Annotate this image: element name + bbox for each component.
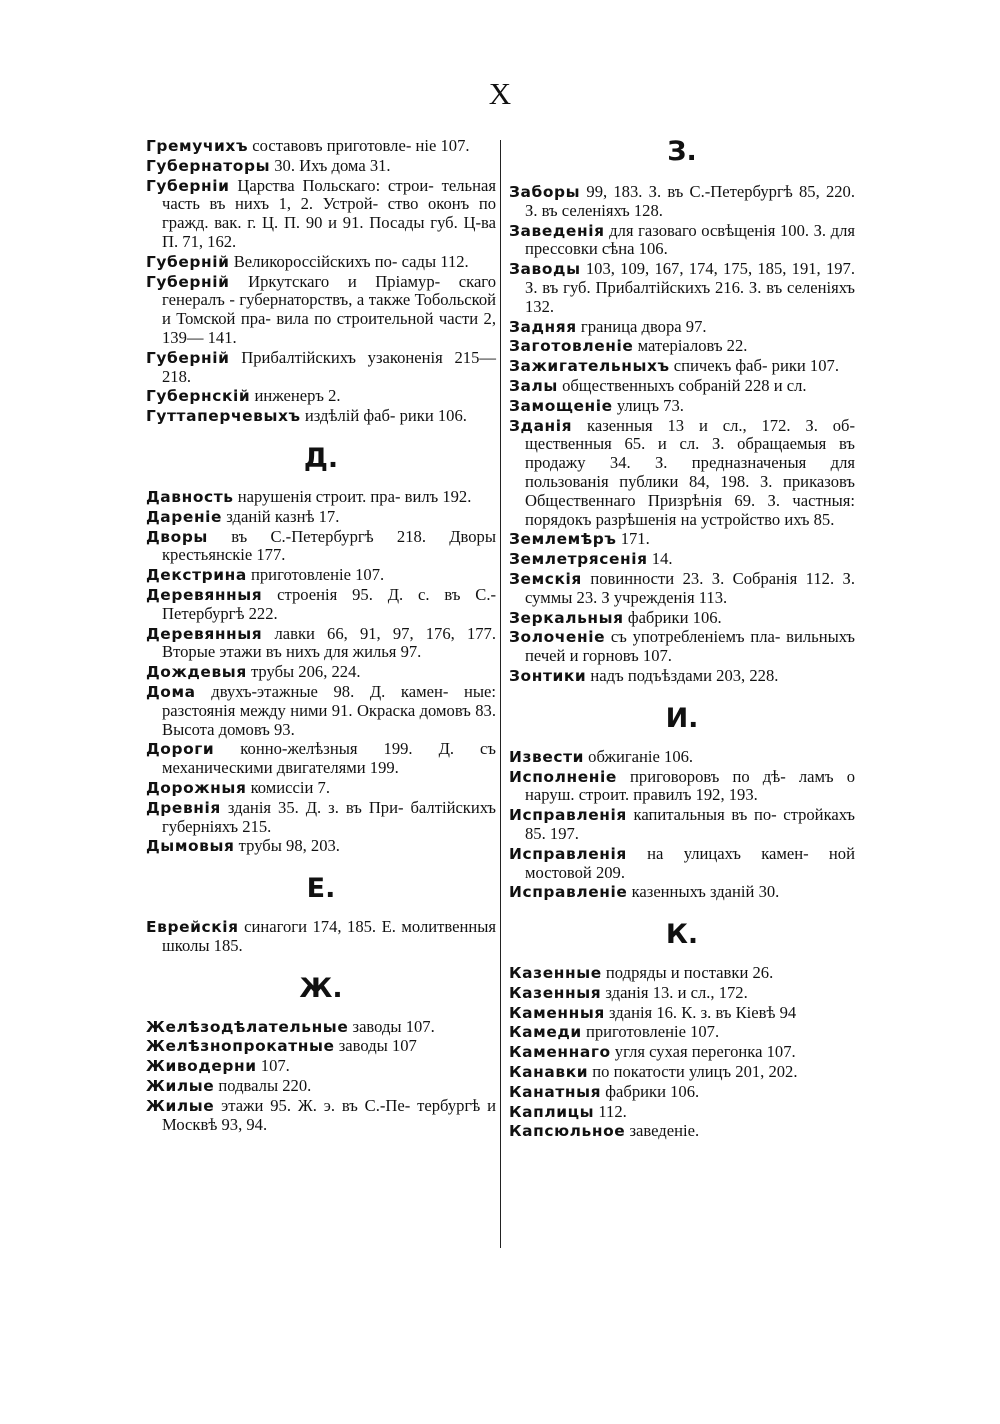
index-entry xyxy=(509,748,855,767)
section-letter: З. xyxy=(667,136,697,167)
index-entry xyxy=(509,1023,855,1042)
entry-references: Царства Польскаго: строи- тельная часть въ нихъ 1, 2. Устрой- ство оконъ по гражд. вак. г. Ц. П. 90 и 91. Посады губ. Ц-ва П. 71, 162. xyxy=(162,175,496,251)
index-entry xyxy=(509,628,855,666)
entry-headword: Канавки xyxy=(509,1063,589,1082)
index-entry xyxy=(146,683,496,739)
index-entry xyxy=(509,1083,855,1102)
index-section xyxy=(146,137,496,426)
index-entry xyxy=(146,407,496,426)
entry-references: общественныхъ собраній 228 и сл. xyxy=(557,375,807,395)
entry-headword: Камеди xyxy=(509,1023,582,1042)
index-entry xyxy=(146,663,496,682)
index-entry xyxy=(509,768,855,806)
index-entry xyxy=(509,550,855,569)
index-entry xyxy=(146,586,496,624)
index-entry xyxy=(509,609,855,628)
entry-references: зданія 13. и сл., 172. xyxy=(601,982,748,1002)
entry-headword: Заборы xyxy=(509,183,581,201)
index-entry xyxy=(146,508,496,527)
entry-headword: Капсюльное xyxy=(509,1122,626,1141)
entry-headword: Золоченіе xyxy=(509,628,606,647)
entry-headword: Дома xyxy=(146,682,196,701)
entry-references: зданій казнѣ 17. xyxy=(222,506,340,526)
entry-references: инженеръ 2. xyxy=(250,386,341,406)
entry-headword: Земскія xyxy=(509,569,582,588)
entry-references: казенныхъ зданій 30. xyxy=(627,882,780,902)
entry-headword: Губерній xyxy=(146,348,230,367)
index-entry xyxy=(509,845,855,883)
entry-headword: Губернаторы xyxy=(146,156,271,175)
entry-references: матеріаловъ 22. xyxy=(633,336,748,356)
entry-references: улицъ 73. xyxy=(612,395,684,415)
section-letter: Е. xyxy=(306,873,336,905)
entry-headword: Декстрина xyxy=(146,566,247,585)
index-entry xyxy=(146,488,496,507)
entry-headword: Желѣзодѣлательные xyxy=(146,1017,349,1036)
index-entry xyxy=(146,387,496,406)
entry-references: спичекъ фаб- рики 107. xyxy=(669,356,839,376)
index-entry xyxy=(509,984,855,1003)
entry-references: заведеніе. xyxy=(625,1121,700,1141)
entry-headword: Каменныя xyxy=(509,1003,605,1022)
entry-headword: Жилые xyxy=(146,1077,215,1096)
entry-headword: Извести xyxy=(509,747,585,766)
entry-headword: Гремучихъ xyxy=(146,137,249,155)
entry-headword: Зеркальныя xyxy=(509,608,624,627)
entry-references: граница двора 97. xyxy=(576,316,707,336)
entry-headword: Зданія xyxy=(509,416,573,435)
index-entry xyxy=(146,625,496,663)
entry-references: комиссіи 7. xyxy=(246,777,330,797)
entry-references: фабрики 106. xyxy=(623,607,722,627)
index-entry xyxy=(509,806,855,844)
entry-headword: Дворы xyxy=(146,527,208,546)
right-column xyxy=(509,137,855,1142)
index-entry xyxy=(146,349,496,387)
entry-headword: Еврейскія xyxy=(146,918,239,937)
entry-headword: Землемѣръ xyxy=(509,530,617,549)
section-letter: И. xyxy=(665,702,699,734)
index-entry xyxy=(146,1077,496,1096)
index-entry xyxy=(509,183,855,221)
index-entry xyxy=(146,177,496,252)
entry-headword: Землетрясенія xyxy=(509,550,648,569)
entry-references: съ употребленіемъ пла- вильныхъ печей и горновъ 107. xyxy=(525,627,855,666)
entry-headword: Губернскій xyxy=(146,387,251,406)
index-entry xyxy=(509,1103,855,1122)
index-entry xyxy=(509,397,855,416)
entry-references: 112. xyxy=(594,1101,627,1121)
entry-references: обжиганіе 106. xyxy=(584,746,694,766)
entry-headword: Залы xyxy=(509,376,558,395)
index-entry xyxy=(146,137,496,156)
index-entry xyxy=(509,417,855,530)
entry-headword: Жилые xyxy=(146,1096,215,1115)
index-entry xyxy=(146,1037,496,1056)
index-entry xyxy=(146,799,496,837)
column-divider xyxy=(500,140,501,1248)
entry-references: составовъ приготовле- ніе 107. xyxy=(248,136,470,155)
entry-references: заводы 107 xyxy=(334,1036,417,1056)
entry-references: зданія 16. К. з. въ Кіевѣ 94 xyxy=(604,1002,797,1022)
entry-headword: Дороги xyxy=(146,740,215,759)
section-letter: Ж. xyxy=(299,972,343,1004)
index-entry xyxy=(509,337,855,356)
entry-headword: Зажигательныхъ xyxy=(509,357,670,376)
entry-references: по покатости улицъ 201, 202. xyxy=(588,1062,798,1082)
entry-headword: Казенные xyxy=(509,964,602,983)
index-entry xyxy=(509,1004,855,1023)
index-section xyxy=(146,972,496,1135)
index-entry xyxy=(509,318,855,337)
index-entry xyxy=(146,1018,496,1037)
entry-headword: Зонтики xyxy=(509,666,587,685)
entry-headword: Заготовленіе xyxy=(509,337,634,356)
entry-headword: Казенныя xyxy=(509,983,602,1002)
index-entry xyxy=(146,837,496,856)
entry-references: для газоваго освѣщенія 100. З. для прессовки сѣна 106. xyxy=(525,220,855,259)
entry-references: фабрики 106. xyxy=(601,1081,700,1101)
index-entry xyxy=(146,1057,496,1076)
entry-headword: Желѣзнопрокатные xyxy=(146,1037,335,1056)
index-entry xyxy=(146,779,496,798)
index-entry xyxy=(146,528,496,566)
entry-references: нарушенія строит. пра- вилъ 192. xyxy=(233,486,472,506)
entry-references: зданія 35. Д. з. въ При- балтійскихъ губерніяхъ 215. xyxy=(162,797,496,836)
left-column xyxy=(146,137,496,1135)
index-entry xyxy=(509,1122,855,1141)
index-entry xyxy=(509,530,855,549)
entry-references: Прибалтійскихъ узаконенія 215—218. xyxy=(162,347,496,386)
entry-headword: Дареніе xyxy=(146,507,223,526)
entry-headword: Древнія xyxy=(146,798,221,817)
index-entry xyxy=(146,918,496,956)
entry-references: надъ подъѣздами 203, 228. xyxy=(586,665,779,685)
entry-headword: Исправленія xyxy=(509,844,627,863)
index-section xyxy=(509,135,855,686)
entry-headword: Живодерни xyxy=(146,1057,257,1076)
entry-references: издѣлій фаб- рики 106. xyxy=(300,406,467,426)
index-entry xyxy=(146,566,496,585)
entry-references: трубы 98, 203. xyxy=(234,836,340,856)
entry-references: 99, 183. З. въ С.-Петербургѣ 85, 220. З. въ селеніяхъ 128. xyxy=(525,182,855,220)
entry-references: двухъ-этажные 98. Д. камен- ные: разстоянія между ними 91. Окраска домовъ 83. Высота домовъ 93. xyxy=(162,681,496,739)
entry-references: въ С.-Петербургѣ 218. Дворы крестьянскіе 177. xyxy=(162,526,496,565)
entry-references: лавки 66, 91, 97, 176, 177. Вторые этажи въ нихъ для жилья 97. xyxy=(162,623,496,662)
index-section xyxy=(146,442,496,856)
entry-headword: Каплицы xyxy=(509,1102,595,1121)
index-section xyxy=(146,872,496,956)
entry-references: 103, 109, 167, 174, 175, 185, 191, 197. З. въ губ. Прибалтійскихъ 216. З. въ селеніяхъ 132. xyxy=(525,259,855,316)
entry-headword: Задняя xyxy=(509,317,577,336)
entry-references: приговоровъ по дѣ- ламъ о наруш. строит. правилъ 192, 193. xyxy=(525,766,855,805)
entry-references: 107. xyxy=(256,1056,290,1076)
entry-headword: Исполненіе xyxy=(509,767,617,786)
entry-references: подвалы 220. xyxy=(214,1076,312,1096)
entry-headword: Гуттаперчевыхъ xyxy=(146,407,301,426)
index-entry xyxy=(509,883,855,902)
entry-headword: Губерній xyxy=(146,252,230,271)
entry-references: казенныя 13 и сл., 172. З. об- щественныя 65. и сл. З. обращаемыя въ продажу 34. З. предназначеныя для пользованія публики 84, 198. З. приказовъ Общественнаго Призрѣнія 69. З. частныя: порядокъ разрѣшенія на устройство ихъ 85. xyxy=(525,415,855,529)
index-entry xyxy=(509,377,855,396)
index-entry xyxy=(509,1043,855,1062)
entry-headword: Деревянныя xyxy=(146,624,263,643)
entry-references: Великороссійскихъ по- сады 112. xyxy=(229,251,469,271)
index-entry xyxy=(146,273,496,348)
entry-references: приготовленіе 107. xyxy=(581,1022,720,1042)
entry-headword: Деревянныя xyxy=(146,585,263,604)
index-entry xyxy=(509,260,855,316)
entry-headword: Исправленія xyxy=(509,806,627,825)
entry-headword: Каменнаго xyxy=(509,1043,611,1062)
entry-headword: Дождевыя xyxy=(146,663,247,682)
index-entry xyxy=(146,157,496,176)
index-entry xyxy=(509,1063,855,1082)
entry-headword: Замощеніе xyxy=(509,396,613,415)
entry-references: 171. xyxy=(616,529,650,549)
index-entry xyxy=(509,222,855,260)
entry-references: Иркутскаго и Пріамур- скаго генералъ - губернаторствъ, а также Тобольской и Томской пра- вила по строительной части 2, 139— 141. xyxy=(162,271,496,347)
entry-headword: Губерній xyxy=(146,272,230,291)
entry-headword: Заведенія xyxy=(509,221,605,240)
index-entry xyxy=(146,253,496,272)
entry-references: синагоги 174, 185. Е. молитвенныя школы 185. xyxy=(162,917,496,955)
page-number: X xyxy=(488,76,512,111)
entry-references: приготовленіе 107. xyxy=(246,565,385,585)
index-entry xyxy=(509,570,855,608)
entry-headword: Дорожныя xyxy=(146,778,247,797)
entry-headword: Заводы xyxy=(509,260,581,279)
entry-references: строенія 95. Д. с. въ С.-Петербургѣ 222. xyxy=(162,584,496,623)
section-letter: Д. xyxy=(303,442,339,474)
index-entry xyxy=(146,1097,496,1135)
entry-references: конно-желѣзныя 199. Д. съ механическими двигателями 199. xyxy=(162,739,496,778)
entry-references: подряды и поставки 26. xyxy=(601,963,774,983)
section-letter: К. xyxy=(665,919,699,951)
entry-headword: Дымовыя xyxy=(146,837,235,856)
index-section xyxy=(509,918,855,1141)
index-entry xyxy=(509,667,855,686)
entry-references: капитальныя въ по- стройкахъ 85. 197. xyxy=(525,805,855,843)
index-entry xyxy=(509,357,855,376)
index-entry xyxy=(146,740,496,778)
entry-headword: Исправленіе xyxy=(509,883,628,902)
entry-headword: Канатныя xyxy=(509,1082,602,1101)
index-entry xyxy=(509,964,855,983)
entry-references: трубы 206, 224. xyxy=(246,662,361,682)
entry-references: 14. xyxy=(647,549,673,569)
entry-references: на улицахъ камен- ной мостовой 209. xyxy=(525,843,855,882)
entry-references: угля сухая перегонка 107. xyxy=(610,1042,796,1062)
index-section xyxy=(509,702,855,902)
entry-references: повинности 23. З. Собранія 112. З. суммы 23. З учрежденія 113. xyxy=(525,568,855,607)
entry-references: 30. Ихъ дома 31. xyxy=(270,155,391,175)
entry-references: этажи 95. Ж. э. въ С.-Пе- тербургѣ и Москвѣ 93, 94. xyxy=(162,1095,496,1134)
entry-references: заводы 107. xyxy=(348,1016,435,1036)
entry-headword: Давность xyxy=(146,487,234,506)
entry-headword: Губерніи xyxy=(146,176,230,195)
